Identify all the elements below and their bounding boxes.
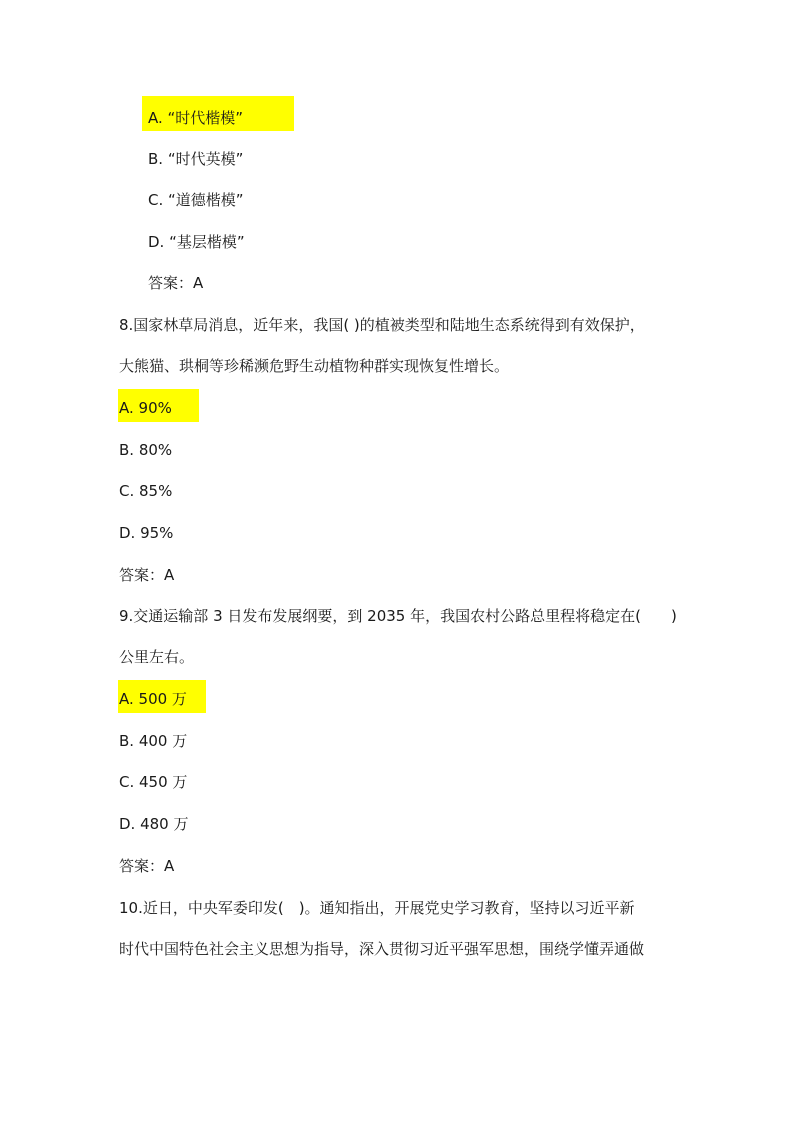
question-stem-line: 8.国家林草局消息，近年来，我国( )的植被类型和陆地生态系统得到有效保护， <box>119 316 645 334</box>
question-stem-line: 公里左右。 <box>119 648 195 666</box>
option-c: C. “道德楷模” <box>148 191 244 209</box>
option-a: A. 500 万 <box>119 690 187 708</box>
option-d: D. 95% <box>119 524 174 542</box>
option-c: C. 85% <box>119 482 173 500</box>
answer-text: 答案：A <box>119 857 175 875</box>
answer-text: 答案：A <box>148 274 204 292</box>
option-a: A. 90% <box>119 399 172 417</box>
answer-text: 答案：A <box>119 566 175 584</box>
option-b: B. “时代英模” <box>148 150 244 168</box>
question-stem-line: 大熊猫、珙桐等珍稀濒危野生动植物种群实现恢复性增长。 <box>119 357 510 375</box>
option-b: B. 80% <box>119 441 173 459</box>
option-a: A. “时代楷模” <box>148 109 244 127</box>
option-d: D. “基层楷模” <box>148 233 245 251</box>
option-c: C. 450 万 <box>119 773 188 791</box>
question-stem-line: 9.交通运输部 3 日发布发展纲要，到 2035 年，我国农村公路总里程将稳定在( ) <box>119 607 677 625</box>
option-b: B. 400 万 <box>119 732 188 750</box>
question-stem-line: 时代中国特色社会主义思想为指导，深入贯彻习近平强军思想，围绕学懂弄通做 <box>119 940 645 958</box>
option-d: D. 480 万 <box>119 815 189 833</box>
question-stem-line: 10.近日，中央军委印发( )。通知指出，开展党史学习教育，坚持以习近平新 <box>119 899 635 917</box>
